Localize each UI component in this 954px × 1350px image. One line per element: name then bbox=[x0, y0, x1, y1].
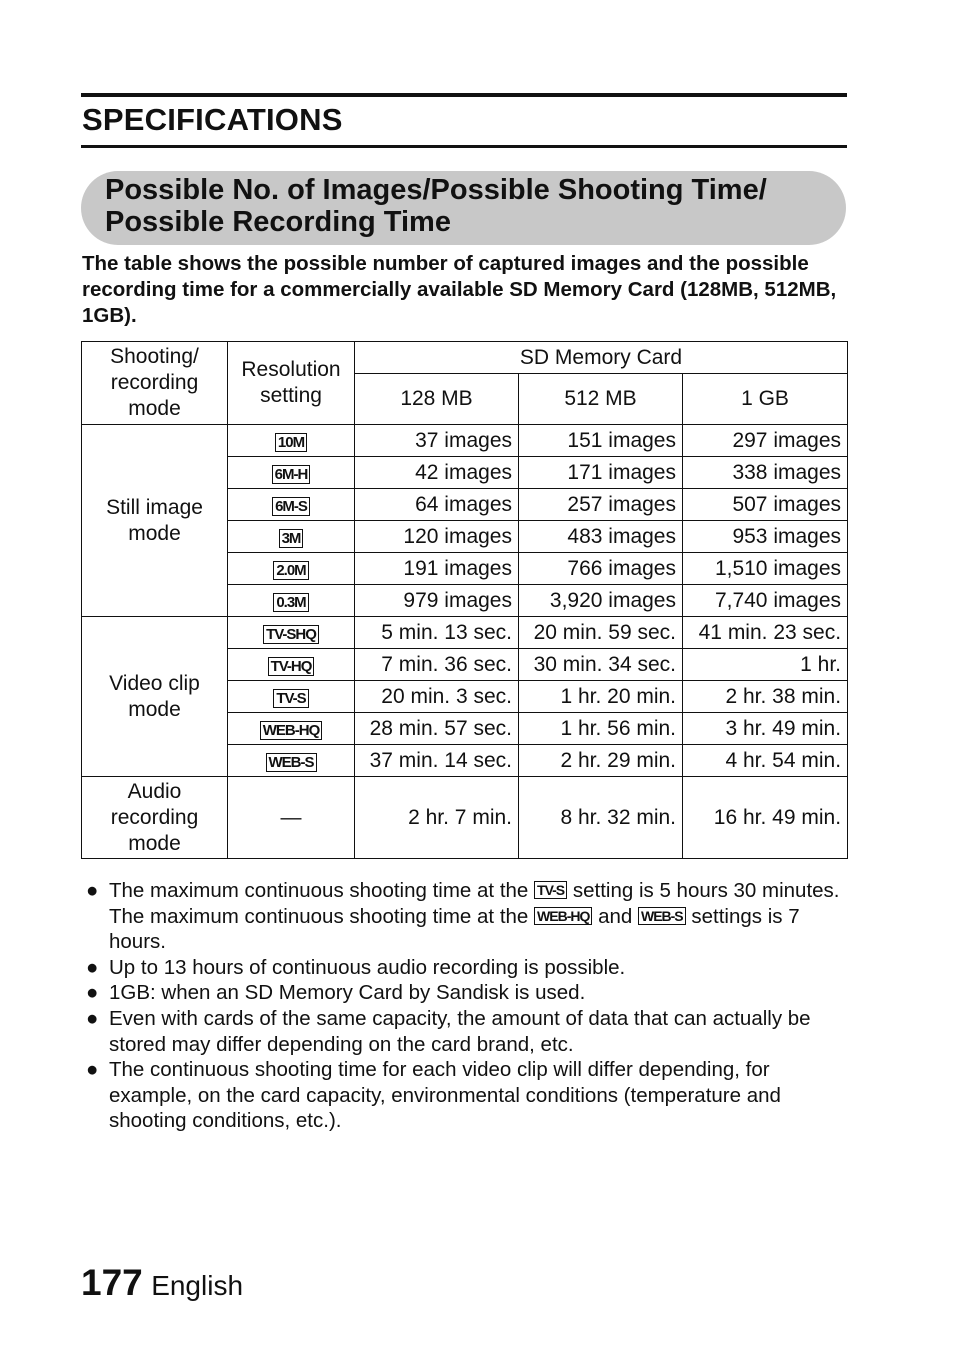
cell-128: 37 images bbox=[355, 425, 519, 457]
bullet-icon: ● bbox=[86, 879, 99, 902]
cell-1g: 41 min. 23 sec. bbox=[683, 617, 848, 649]
resolution-6m-s-icon: 6M-S bbox=[272, 497, 310, 516]
video-web-s-icon: WEB-S bbox=[266, 753, 317, 772]
cell-1g: 338 images bbox=[683, 457, 848, 489]
cell-512: 30 min. 34 sec. bbox=[519, 649, 683, 681]
cell-512: 151 images bbox=[519, 425, 683, 457]
header-512mb: 512 MB bbox=[519, 374, 683, 425]
cell-1g: 16 hr. 49 min. bbox=[683, 777, 848, 859]
bullet-icon: ● bbox=[86, 1006, 99, 1030]
note-item: ● Up to 13 hours of continuous audio recording is possible. bbox=[86, 955, 626, 979]
cell-128: 120 images bbox=[355, 521, 519, 553]
language-label: English bbox=[151, 1270, 244, 1301]
cell-512: 8 hr. 32 min. bbox=[519, 777, 683, 859]
cell-128: 979 images bbox=[355, 585, 519, 617]
cell-1g: 1,510 images bbox=[683, 553, 848, 585]
banner-title-line2: Possible Recording Time bbox=[105, 206, 451, 238]
notes-list bbox=[86, 878, 856, 1134]
banner-title-line1: Possible No. of Images/Possible Shooting Time/ bbox=[105, 174, 767, 206]
cell-1g: 2 hr. 38 min. bbox=[683, 681, 848, 713]
header-rule-bottom bbox=[81, 145, 847, 148]
video-tv-hq-icon: TV-HQ bbox=[268, 657, 315, 676]
video-tv-s-icon: TV-S bbox=[273, 689, 308, 708]
video-mode-label: Video clip mode bbox=[82, 617, 228, 777]
cell-512: 483 images bbox=[519, 521, 683, 553]
note-item: ● The maximum continuous shooting time at the TV-S setting is 5 hours 30 minutes. The maximum continuous shooting time at the WEB-HQ and WEB-S settings is 7 hours. bbox=[86, 879, 840, 954]
header-rule-top bbox=[81, 93, 847, 97]
video-tv-shq-icon: TV-SHQ bbox=[263, 625, 319, 644]
cell-512: 2 hr. 29 min. bbox=[519, 745, 683, 777]
cell-128: 37 min. 14 sec. bbox=[355, 745, 519, 777]
video-tv-s-icon: TV-S bbox=[534, 881, 567, 899]
audio-mode-label: Audio recording mode bbox=[82, 777, 228, 859]
cell-128: 64 images bbox=[355, 489, 519, 521]
video-web-hq-icon: WEB-HQ bbox=[534, 907, 592, 925]
cell-1g: 507 images bbox=[683, 489, 848, 521]
note-item: ● 1GB: when an SD Memory Card by Sandisk is used. bbox=[86, 981, 586, 1005]
bullet-icon: ● bbox=[86, 955, 99, 979]
note-item: ● Even with cards of the same capacity, the amount of data that can actually be stored may differ depending on the card brand, etc. bbox=[86, 1006, 811, 1056]
video-web-hq-icon: WEB-HQ bbox=[260, 721, 323, 740]
cell-1g: 7,740 images bbox=[683, 585, 848, 617]
video-web-s-icon: WEB-S bbox=[638, 907, 686, 925]
page-footer bbox=[81, 1262, 243, 1304]
cell-128: 5 min. 13 sec. bbox=[355, 617, 519, 649]
resolution-0.3m-icon: 0.3M bbox=[273, 593, 308, 612]
cell-1g: 3 hr. 49 min. bbox=[683, 713, 848, 745]
cell-1g: 953 images bbox=[683, 521, 848, 553]
cell-128: 20 min. 3 sec. bbox=[355, 681, 519, 713]
cell-512: 20 min. 59 sec. bbox=[519, 617, 683, 649]
bullet-icon: ● bbox=[86, 981, 99, 1005]
header-1gb: 1 GB bbox=[683, 374, 848, 425]
note-item: ● The continuous shooting time for each video clip will differ depending, for example, on the card capacity, environmental conditions (temperature and shooting conditions, etc.). bbox=[86, 1058, 781, 1133]
cell-1g: 1 hr. bbox=[683, 649, 848, 681]
cell-128: 2 hr. 7 min. bbox=[355, 777, 519, 859]
cell-128: 28 min. 57 sec. bbox=[355, 713, 519, 745]
cell-512: 1 hr. 20 min. bbox=[519, 681, 683, 713]
page-number: 177 bbox=[81, 1262, 143, 1303]
bullet-icon: ● bbox=[86, 1058, 99, 1082]
resolution-10m-icon: 10M bbox=[275, 433, 307, 452]
resolution-6m-h-icon: 6M-H bbox=[272, 465, 311, 484]
cell-1g: 297 images bbox=[683, 425, 848, 457]
table-row bbox=[82, 777, 848, 859]
cell-512: 257 images bbox=[519, 489, 683, 521]
intro-text: The table shows the possible number of captured images and the possible recording time for a commercially available SD Memory Card (128MB, 512MB, 1GB). bbox=[82, 252, 837, 327]
resolution-2m-icon: 2.0M bbox=[273, 561, 308, 580]
still-mode-label: Still image mode bbox=[82, 425, 228, 617]
cell-512: 171 images bbox=[519, 457, 683, 489]
audio-resolution: — bbox=[228, 777, 355, 859]
table-row bbox=[82, 617, 848, 649]
cell-512: 766 images bbox=[519, 553, 683, 585]
section-title: SPECIFICATIONS bbox=[82, 102, 343, 137]
capacity-table bbox=[81, 341, 848, 859]
topic-banner bbox=[81, 171, 846, 245]
cell-128: 191 images bbox=[355, 553, 519, 585]
header-128mb: 128 MB bbox=[355, 374, 519, 425]
cell-128: 42 images bbox=[355, 457, 519, 489]
cell-512: 1 hr. 56 min. bbox=[519, 713, 683, 745]
resolution-3m-icon: 3M bbox=[279, 529, 304, 548]
cell-512: 3,920 images bbox=[519, 585, 683, 617]
cell-128: 7 min. 36 sec. bbox=[355, 649, 519, 681]
header-resolution: Resolution setting bbox=[228, 342, 355, 425]
cell-1g: 4 hr. 54 min. bbox=[683, 745, 848, 777]
header-mode: Shooting/ recording mode bbox=[82, 342, 228, 425]
table-row bbox=[82, 425, 848, 457]
header-sd-card: SD Memory Card bbox=[355, 342, 848, 374]
